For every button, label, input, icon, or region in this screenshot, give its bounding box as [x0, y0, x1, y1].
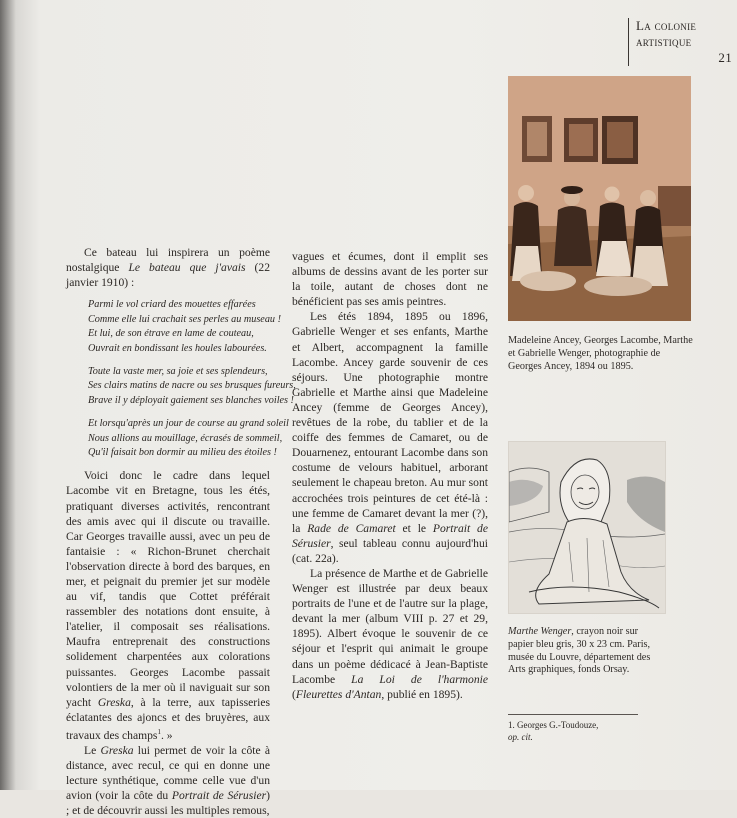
portrait-drawing — [508, 441, 666, 614]
photograph-caption: Madeleine Ancey, Georges Lacombe, Marthe et Gabrielle Wenger, photographie de Georges Ancey, 1894 ou 1895. — [508, 335, 693, 372]
page-number: 21 — [718, 50, 732, 65]
verse-line: Ouvrait en bondissant les houles labourées. — [88, 342, 267, 354]
verse-line: Parmi le vol criard des mouettes effarées — [88, 299, 256, 311]
paragraph-greska: Le Greska lui permet de voir la côte à distance, avec recul, ce qui en donne une lecture synthétique, comme celle vue d'un avion (voir la côte du Portrait de Sérusier) ; et de découvrir aussi les multiples remous, — [66, 743, 270, 818]
text-column-left — [66, 245, 296, 818]
poem-stanza-1 — [88, 298, 281, 356]
group-photograph — [508, 76, 691, 321]
text-column-right — [292, 249, 488, 702]
paragraph-presence: La présence de Marthe et de Gabrielle Wenger est illustrée par deux beaux portraits de l'une et de l'autre sur la plage, devant la mer (album VIII p. 27 et 29, 1895). Albert évoque le souvenir de ce séjour et l'esprit qui animait le groupe dans un poème dédicacé à Jean-Baptiste Lacombe La Loi de l'harmonie (Fleurettes d'Antan, publié en 1895). — [292, 566, 488, 701]
footnote: 1. Georges G.-Toudouze, op. cit. — [508, 720, 599, 742]
verse-line: Nous allions au mouillage, écrasés de sommeil, — [88, 432, 283, 444]
verse-line: Ses clairs matins de nacre ou ses brusques fureurs, — [88, 380, 296, 392]
paragraph-etes: Les étés 1894, 1895 ou 1896, Gabrielle Wenger et ses enfants, Marthe et Albert, accompagnent la famille Lacombe. Ancey garde souvenir de ces séjours. Une photographie montre Gabrielle et Marthe ainsi que Madeleine Ancey (femme de Georges Ancey), revêtues de la robe, du tablier et de la coiffe des femmes de Camaret, ou de Douarnenez, entourant Lacombe dans son costume de velours habituel, arborant seulement le chapeau breton. Au mur sont accrochées trois peintures de cet été-là : une femme de Camaret devant la mer (?), la Rade de Camaret et le Portrait de Sérusier, seul tableau connu aujourd'hui (cat. 22a). — [292, 310, 488, 565]
poem-stanza-2 — [88, 365, 296, 408]
footnote-rule — [508, 714, 638, 715]
verse-line: Brave il y déployait gaiement ses blanches voiles ! — [88, 394, 294, 406]
drawing-title: Marthe Wenger — [508, 626, 572, 637]
footnote-ref: 1 — [157, 727, 161, 736]
verse-line: Comme elle lui crachait ses perles au museau ! — [88, 313, 281, 325]
verse-line: Et lui, de son étrave en lame de couteau, — [88, 328, 254, 340]
poem-title: Le bateau que j'avais — [128, 261, 246, 275]
header-line-1: La colonie — [636, 18, 697, 33]
paragraph-continued: vagues et écumes, dont il emplit ses albums de dessins avant de les porter sur la toile, autant de choses dont ne bénéficient pas ses amis peintres. — [292, 250, 488, 309]
verse-line: Qu'il faisait bon dormir au milieu des étoiles ! — [88, 446, 277, 458]
verse-line: Et lorsqu'après un jour de course au grand soleil — [88, 418, 289, 430]
header-line-2: artistique — [636, 34, 692, 49]
paragraph-cadre: Voici donc le cadre dans lequel Lacombe vit en Bretagne, tous les étés, pratiquant diverses activités, rencontrant des amis avec qui il discute ou travaille. Car Georges travaille aussi, avec un peu de fantaisie : « Richon-Brunet cherchait l'observation directe à bord des barques, en mer, et peignait du premier jet sur modèle au vif, tandis que Cottet préférait rassembler des notations dont ensuite, à l'atelier, il composait ses réalisations. Maufra entreprenait des constructions solidement charpentées aux colorations puissantes. Georges Lacombe passait volontiers de la mer où il naviguait sur son yacht Greska, à la terre, aux tapisseries éclatantes des ajoncs et des bruyères, aux travaux des champs$^1$. » — [66, 469, 270, 742]
verse-line: Toute la vaste mer, sa joie et ses splendeurs, — [88, 365, 268, 377]
running-header — [628, 18, 736, 66]
poem-stanza-3 — [88, 417, 289, 460]
drawing-caption: Marthe Wenger, crayon noir sur papier bleu gris, 30 x 23 cm. Paris, musée du Louvre, département des Arts graphiques, fonds Orsay. — [508, 626, 651, 676]
paragraph-intro: Ce bateau lui inspirera un poème nostalgique Le bateau que j'avais (22 janvier 1910) : — [66, 246, 270, 290]
